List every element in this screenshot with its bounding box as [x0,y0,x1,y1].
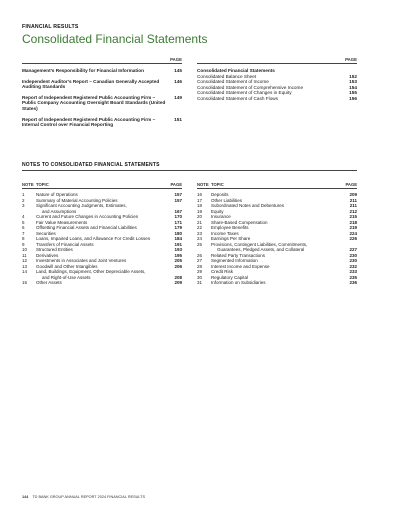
divider [22,170,357,171]
toc-item [22,95,182,112]
note-topic: Offsetting Financial Assets and Financial Liabilities [36,225,137,230]
note-number: 11 [22,252,27,258]
note-page: 230 [349,258,357,263]
note-number: 20 [197,214,203,219]
note-page: 211 [349,203,357,208]
toc-item-page: 153 [349,79,357,85]
note-topic: Earnings Per Share [211,236,251,241]
toc-item-page: 156 [349,95,357,101]
toc-item-label: Consolidated Statement of Changes in Equity [197,90,292,96]
note-topic: Loans, Impaired Loans, and Allowance For Credit Losses [36,236,151,241]
toc-item-page: 154 [349,84,357,90]
toc-item-page: 155 [349,90,357,96]
section-label: FINANCIAL RESULTS [22,24,79,30]
note-col-header: NOTE [22,182,34,187]
page-footer [22,495,145,499]
note-page: 180 [174,230,182,236]
toc-item [197,96,357,102]
note-page: 227 [349,247,357,252]
note-page: 209 [349,192,357,197]
note-topic: Land, Buildings, Equipment, Other Depreciable Assets, [36,269,146,274]
note-number: 13 [22,263,28,269]
note-page: 191 [174,241,182,247]
note-topic: Goodwill and Other Intangibles [36,263,98,269]
note-number: 23 [197,230,203,236]
note-page: 226 [349,236,357,241]
note-topic: Transfers of Financial Assets [36,241,94,247]
note-page: 206 [174,263,182,269]
note-number: 28 [197,263,203,269]
page-title: Consolidated Financial Statements [22,32,208,46]
toc-item-page: 145 [174,68,182,73]
toc-item [22,68,182,74]
notes-title: NOTES TO CONSOLIDATED FINANCIAL STATEMENTS [22,162,160,168]
note-number: 14 [22,269,28,274]
note-topic: Credit Risk [211,269,234,274]
note-number: 4 [22,214,25,219]
toc-item-label: Consolidated Balance Sheet [197,73,257,79]
note-number: 19 [197,208,203,214]
toc-left-column [22,57,182,128]
note-number: 2 [22,197,25,203]
note-topic-continued: and Right-of-Use Assets [42,274,91,280]
note-page: 232 [349,263,357,269]
toc-item-page: 152 [349,73,357,79]
note-topic-continued: Guarantees, Pledged Assets, and Collateral [217,247,305,252]
note-topic: Regulatory Capital [211,274,249,280]
topic-col-header: TOPIC [211,182,224,187]
note-topic: Summary of Material Accounting Policies [36,197,118,203]
note-number: 27 [197,258,203,263]
note-page: 209 [174,280,182,285]
note-number: 22 [197,225,203,230]
note-page: 195 [174,252,182,258]
toc-item-page: 146 [174,78,182,84]
toc-item-label: Consolidated Statement of Comprehensive Income [197,84,304,90]
page-column-header: PAGE [22,57,182,64]
note-number: 10 [22,247,28,252]
note-page: 170 [174,214,182,219]
toc-item-label: Management’s Responsibility for Financial Information [22,68,144,73]
note-number: 1 [22,192,25,197]
note-page: 236 [349,280,357,285]
note-page: 167 [174,208,182,214]
toc-right-list [197,74,357,102]
note-topic: Nature of Operations [36,192,78,197]
note-page: 218 [349,219,357,225]
footer-text: TD BANK GROUP ANNUAL REPORT 2024 FINANCIAL RESULTS [32,495,146,499]
note-page: 179 [174,225,182,230]
note-topic: Current and Future Changes in Accounting Policies [36,214,139,219]
toc-item [22,117,182,128]
note-topic: Equity [211,208,224,214]
notes-table-right [197,182,357,286]
toc-left-list [22,68,182,128]
note-page: 205 [174,258,182,263]
note-page: 193 [174,247,182,252]
note-page: 184 [174,236,182,241]
note-page: 211 [349,197,357,203]
note-number: 5 [22,219,25,225]
notes-table-left [22,182,182,286]
toc-item-label: Consolidated Statement of Income [197,79,269,85]
note-topic: Structured Entities [36,247,73,252]
note-number: 7 [22,230,25,236]
page-number: 144 [22,495,29,499]
note-topic: Share-Based Compensation [211,219,268,225]
note-topic: Insurance [211,214,231,219]
note-topic: Income Taxes [211,230,239,236]
note-number: 30 [197,274,203,280]
toc-item-label: Consolidated Statement of Cash Flows [197,95,279,101]
note-number: 26 [197,252,203,258]
note-number: 17 [197,197,203,203]
toc-item-label: Report of Independent Registered Public Accounting Firm – Internal Control over Financial Reporting [22,116,156,128]
note-number: 18 [197,203,203,208]
note-page: 212 [349,208,357,214]
note-number: 15 [22,280,28,285]
note-number: 29 [197,269,203,274]
note-topic: Fair Value Measurements [36,219,88,225]
note-number: 3 [22,203,25,208]
note-page: 157 [174,192,182,197]
note-topic: Employee Benefits [211,225,249,230]
note-number: 8 [22,236,25,241]
note-number: 25 [197,241,203,247]
toc-item-label: Report of Independent Registered Public Accounting Firm – Public Company Accounting Oversight Board Standards (United States) [22,94,166,111]
toc-item-page: 151 [174,116,182,122]
note-page: 235 [349,274,357,280]
note-row [22,280,182,286]
note-topic: Subordinated Notes and Debentures [211,203,285,208]
note-number: 6 [22,225,25,230]
note-topic-continued: and Assumptions [42,208,77,214]
note-topic: Other Liabilities [211,197,243,203]
page-column-header: PAGE [197,57,357,64]
note-number: 21 [197,219,203,225]
toc-item-page: 149 [174,94,182,100]
toc-item-label: Independent Auditor’s Report – Canadian Generally Accepted Auditing Standards [22,78,160,90]
note-page: 230 [349,252,357,258]
note-topic: Deposits [211,192,229,197]
note-topic: Other Assets [36,280,62,285]
note-page: 219 [349,225,357,230]
note-number: 24 [197,236,203,241]
topic-col-header: TOPIC [36,182,49,187]
page-col-header: PAGE [170,182,182,187]
note-topic: Securities [36,230,56,236]
note-number: 16 [197,192,203,197]
note-page: 215 [349,214,357,219]
note-topic: Investments in Associates and Joint Ventures [36,258,127,263]
notes-table-header [197,182,357,189]
note-row [197,280,357,286]
note-number: 31 [197,280,203,285]
note-page: 224 [349,230,357,236]
note-topic: Derivatives [36,252,59,258]
note-topic: Interest Income and Expense [211,263,270,269]
note-number: 12 [22,258,28,263]
note-topic: Segmented Information [211,258,258,263]
note-topic: Information on Subsidiaries [211,280,266,285]
toc-right-heading: Consolidated Financial Statements [197,68,275,73]
note-col-header: NOTE [197,182,209,187]
note-page: 233 [349,269,357,274]
note-topic: Related Party Transactions [211,252,266,258]
note-topic: Provisions, Contingent Liabilities, Commitments, [211,241,308,247]
note-page: 171 [174,219,182,225]
note-page: 208 [174,274,182,280]
notes-table-header [22,182,182,189]
note-topic: Significant Accounting Judgments, Estimates, [36,203,127,208]
toc-item [22,79,182,90]
toc-right-column [197,57,357,102]
page-col-header: PAGE [345,182,357,187]
note-page: 157 [174,197,182,203]
note-number: 9 [22,241,25,247]
